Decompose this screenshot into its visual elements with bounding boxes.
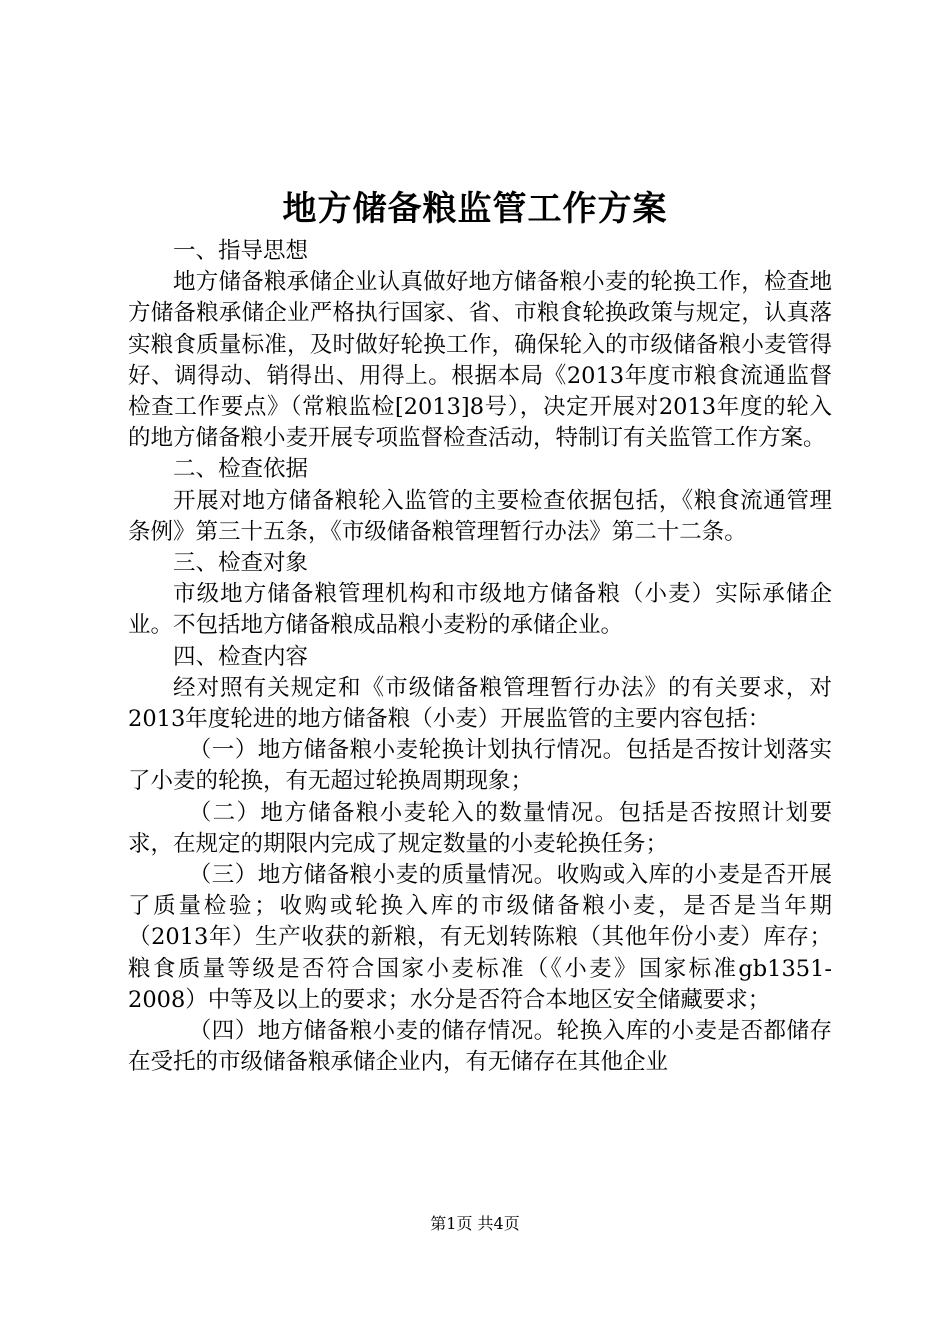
list-item-rotation-quantity: （二）地方储备粮小麦轮入的数量情况。包括是否按照计划要求，在规定的期限内完成了规定数量的小麦轮换任务； [128, 799, 832, 857]
paragraph-inspection-target: 市级地方储备粮管理机构和市级地方储备粮（小麦）实际承储企业。不包括地方储备粮成品粮小麦粉的承储企业。 [128, 581, 832, 639]
document-body [128, 236, 832, 1078]
section-heading-inspection-content: 四、检查内容 [173, 643, 309, 670]
paragraph-inspection-basis: 开展对地方储备粮轮入监管的主要检查依据包括，《粮食流通管理条例》第三十五条，《市级储备粮管理暂行办法》第二十二条。 [128, 487, 832, 545]
paragraph-guiding-thought: 地方储备粮承储企业认真做好地方储备粮小麦的轮换工作，检查地方储备粮承储企业严格执行国家、省、市粮食轮换政策与规定，认真落实粮食质量标准，及时做好轮换工作，确保轮入的市级储备粮小麦管得好、调得动、销得出、用得上。根据本局《2013年度市粮食流通监督检查工作要点》（常粮监检[2013]8号），决定开展对2013年度的轮入的地方储备粮小麦开展专项监督检查活动，特制订有关监管工作方案。 [128, 269, 832, 452]
document-title: 地方储备粮监管工作方案 [282, 189, 668, 229]
list-item-storage: （四）地方储备粮小麦的储存情况。轮换入库的小麦是否都储存在受托的市级储备粮承储企业内，有无储存在其他企业 [128, 1018, 832, 1076]
list-item-quality: （三）地方储备粮小麦的质量情况。收购或入库的小麦是否开展了质量检验；收购或轮换入库的市级储备粮小麦，是否是当年期（2013年）生产收获的新粮，有无划转陈粮（其他年份小麦）库存；粮食质量等级是否符合国家小麦标准（《小麦》国家标准gb1351-2008）中等及以上的要求；水分是否符合本地区安全储藏要求； [128, 862, 832, 1013]
page-number: 第1页 共4页 [430, 1214, 520, 1233]
paragraph-inspection-content-intro: 经对照有关规定和《市级储备粮管理暂行办法》的有关要求，对2013年度轮进的地方储备粮（小麦）开展监管的主要内容包括： [128, 674, 832, 733]
list-item-rotation-plan: （一）地方储备粮小麦轮换计划执行情况。包括是否按计划落实了小麦的轮换，有无超过轮换周期现象； [128, 737, 832, 795]
section-heading-inspection-target: 三、检查对象 [173, 550, 309, 577]
section-heading-guiding-thought: 一、指导思想 [173, 238, 309, 264]
section-heading-inspection-basis: 二、检查依据 [173, 456, 309, 483]
